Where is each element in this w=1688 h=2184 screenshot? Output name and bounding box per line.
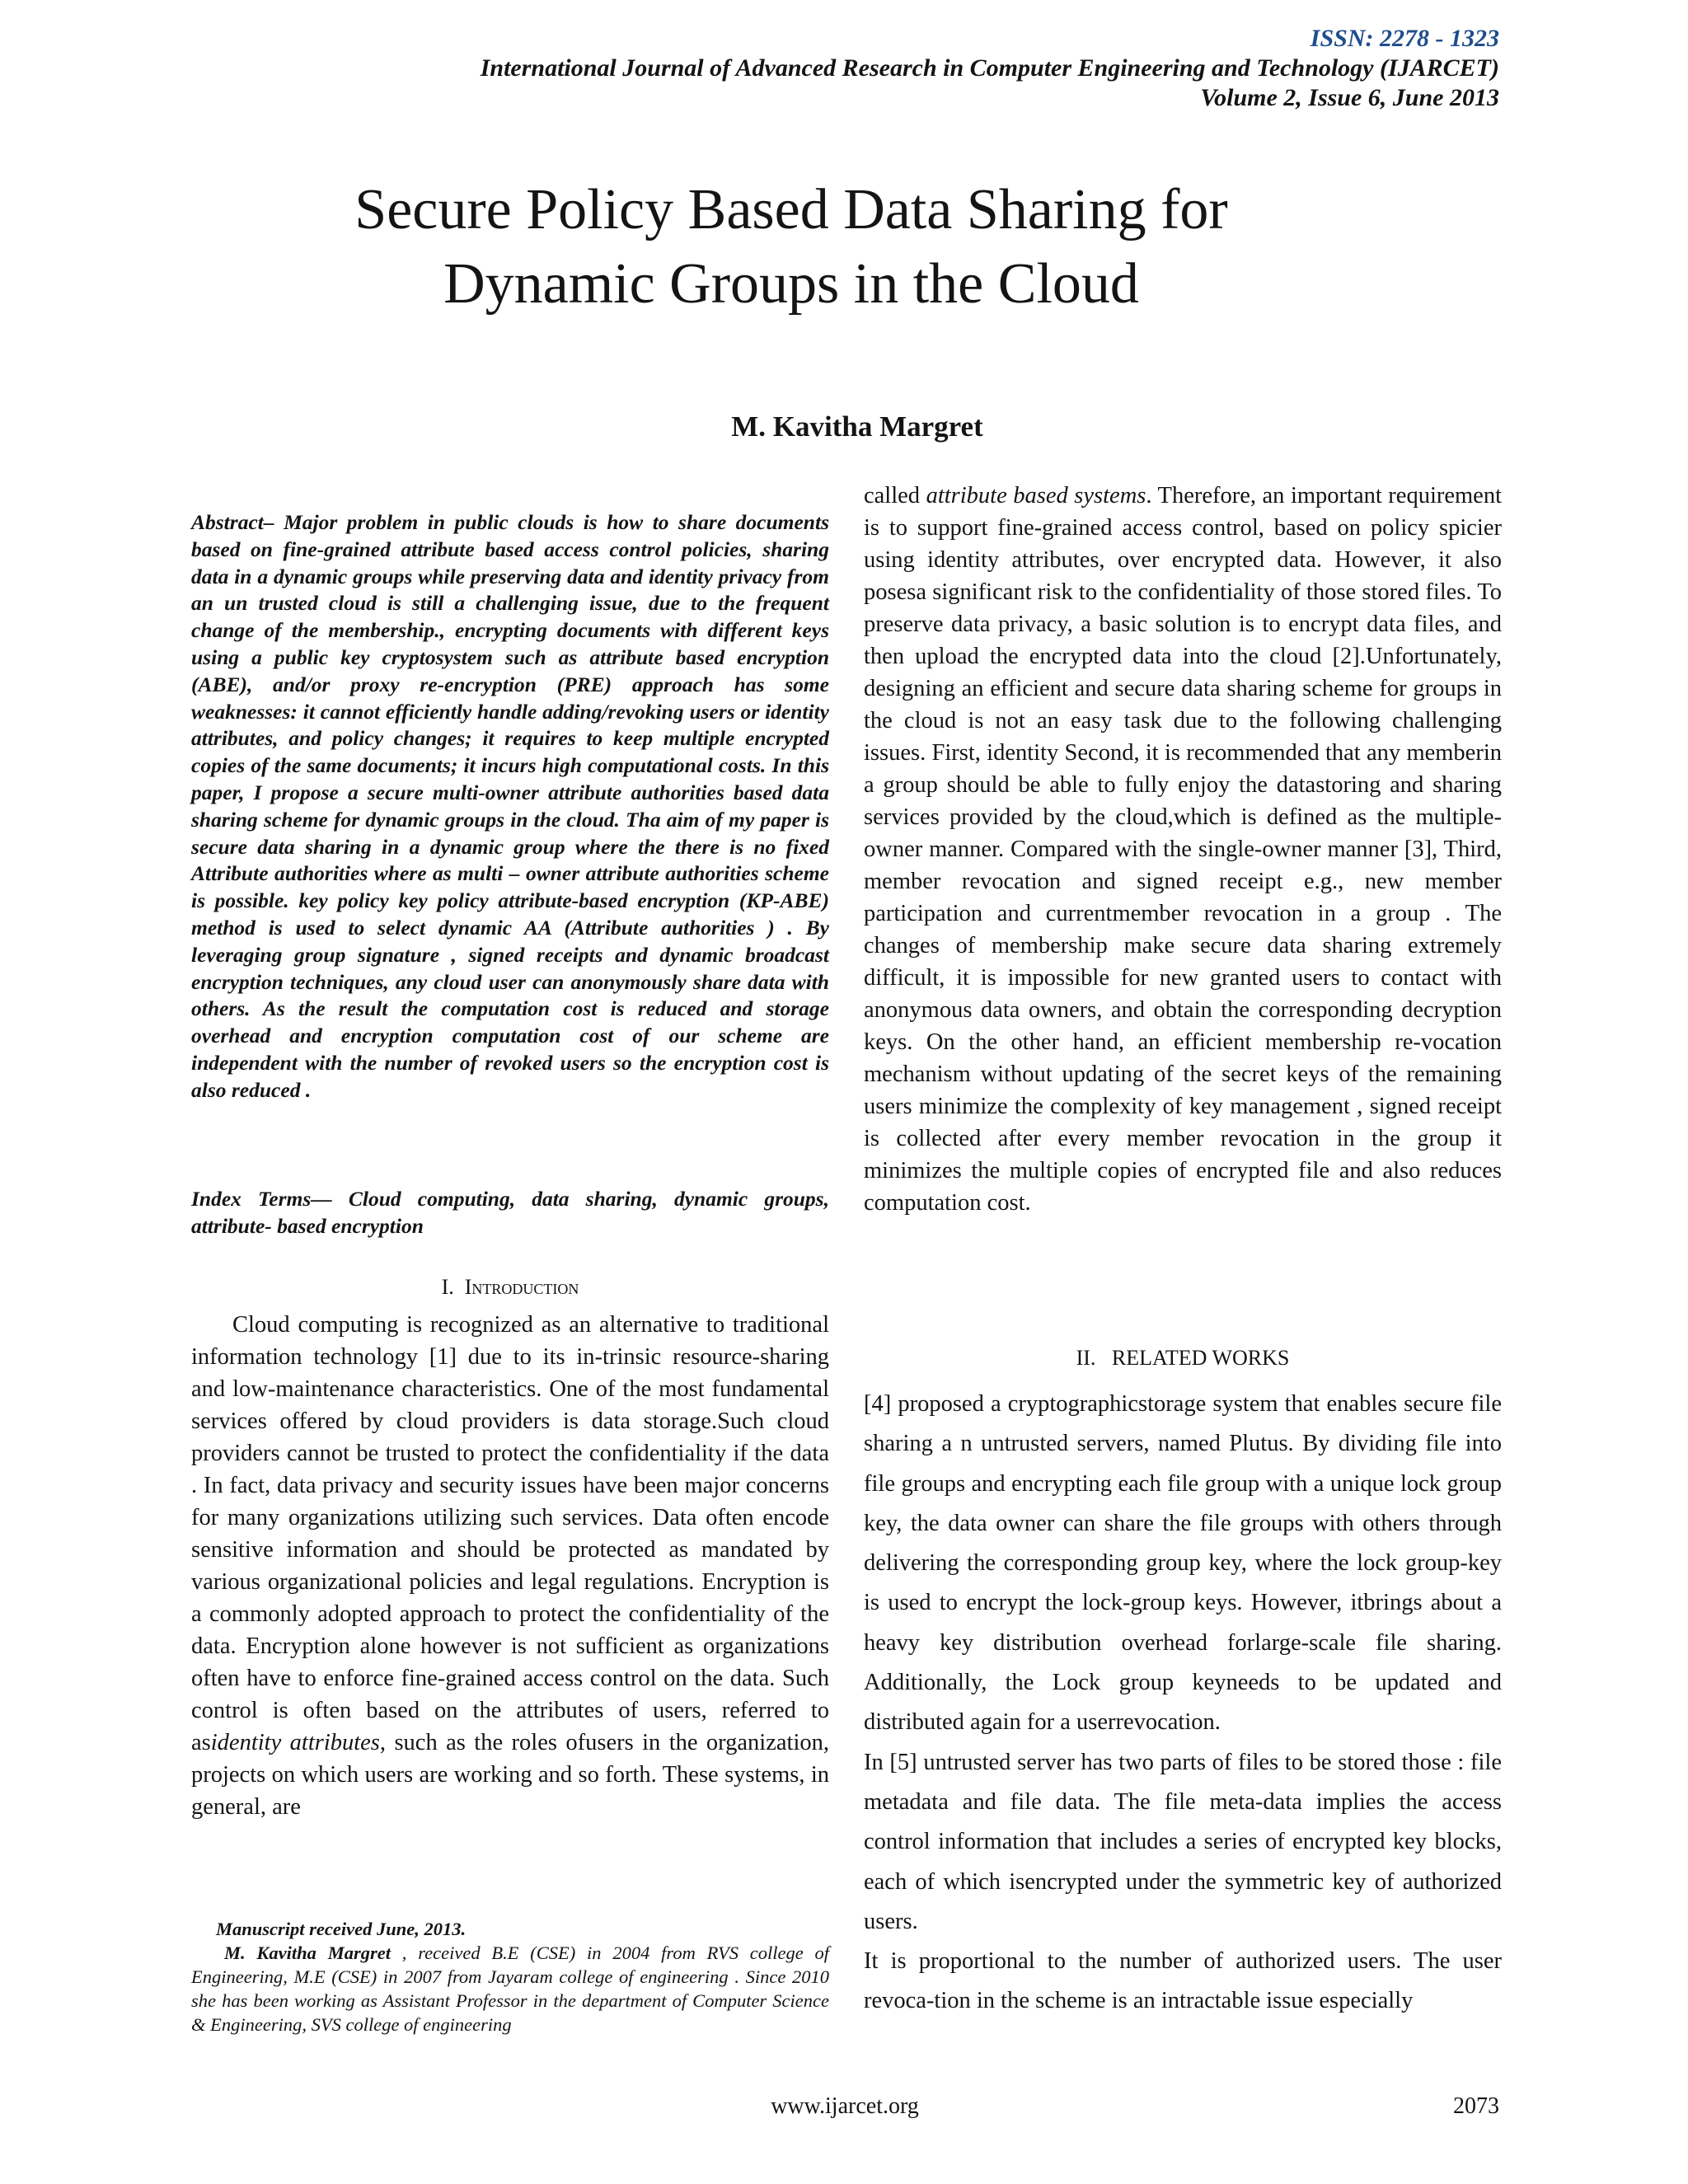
index-terms: Index Terms— Cloud computing, data sharing, dynamic groups, attribute- based encryption [191,1187,829,1238]
paper-title-line-2: Dynamic Groups in the Cloud [443,252,1139,316]
related-works-paragraph-1: [4] proposed a cryptographicstorage system that enables secure file sharing a n untrusted servers, named Plutus. By dividing file into file groups and encrypting each file group with a unique lock group key, the data owner can share the file groups with others through delivering the corresponding group key, where the lock group-key is used to encrypt the lock-group keys. However, itbrings about a heavy key distribution overhead forlarge-scale file sharing. Additionally, the Lock group keyneeds to be updated and distributed again for a userrevocation. [864,1391,1502,1736]
introduction-text [191,1309,829,1823]
issn-header: ISSN: 2278 - 1323 [1310,25,1499,52]
section-heading-introduction [191,1271,829,1303]
right-lead: called [864,483,926,509]
paper-title-line-1: Secure Policy Based Data Sharing for [354,178,1228,241]
related-works-paragraph-2: In [5] untrusted server has two parts of files to be stored those : file metadata and file data. The file meta-data implies the access control information that includes a series of encrypted key blocks, each of which isencrypted under the symmetric key of authorized users. [864,1749,1502,1934]
introduction-paragraph [191,1309,829,1823]
related-works-paragraph-3: It is proportional to the number of authorized users. The user revoca-tion in the scheme is an intractable issue especially [864,1948,1502,2014]
section-title: RELATED WORKS [1111,1346,1290,1370]
journal-name-header: International Journal of Advanced Research in Computer Engineering and Technology (IJARCET) [480,54,1499,82]
section-number: I. [441,1275,454,1299]
author-bio-text: , received B.E (CSE) in 2004 from RVS college of Engineering, M.E (CSE) in 2007 from Jayaram college of engineering . Since 2010 she has been working as Assistant Professor in the department of Computer Science & Engineering, SVS college of engineering [191,1943,830,2035]
right-body: . Therefore, an important requirement is to support fine-grained access control, based on policy spicier using identity attributes, over encrypted data. However, it also posesa significant risk to the confidentiality of those stored files. To preserve data privacy, a basic solution is to encrypt data files, and then upload the encrypted data into the cloud [2].Unfortunately, designing an efficient and secure data sharing scheme for groups in the cloud is not an easy task due to the following challenging issues. First, identity Second, it is recommended that any memberin a group should be able to fully enjoy the datastoring and sharing services provided by the cloud,which is defined as the multiple-owner manner. Compared with the single-owner manner [3], Third, member revocation and signed receipt e.g., new member participation and currentmember revocation in a group . The changes of membership make secure data sharing extremely difficult, it is impossible for new granted users to contact with anonymous data owners, and obtain the corresponding decryption keys. On the other hand, an efficient membership re-vocation mechanism without updating of the secret keys of the remaining users minimize the complexity of key management , signed receipt is collected after every member revocation in the group it minimizes the multiple copies of encrypted file and also reduces computation cost. [864,483,1502,1216]
abstract: Abstract– Major problem in public clouds is how to share documents based on fine-grained attribute based access control policies, sharing data in a dynamic groups while preserving data and identity privacy from an un trusted cloud is still a challenging issue, due to the frequent change of the membership., encrypting documents with different keys using a public key cryptosystem such as attribute based encryption (ABE), and/or proxy re-encryption (PRE) approach has some weaknesses: it cannot efficiently handle adding/revoking users or identity attributes, and policy changes; it requires to keep multiple encrypted copies of the same documents; it incurs high computational costs. In this paper, I propose a secure multi-owner attribute authorities based data sharing scheme for dynamic groups in the cloud. Tha aim of my paper is secure data sharing in a dynamic group where the there is no fixed Attribute authorities where as multi – owner attribute authorities scheme is possible. key policy key policy attribute-based encryption (KP-ABE) method is used to select dynamic AA (Attribute authorities ) . By leveraging group signature , signed receipts and dynamic broadcast encryption techniques, any cloud user can anonymously share data with others. As the result the computation cost is reduced and storage overhead and encryption computation cost of our scheme are independent with the number of revoked users so the encryption cost is also reduced . [191,510,829,1102]
section-heading-related-works [864,1342,1502,1374]
author-bio [191,1941,829,2036]
intro-text-part-1: Cloud computing is recognized as an alternative to traditional information technology [1] due to its in-trinsic resource-sharing and low-maintenance characteristics. One of the most fundamental services offered by cloud providers is data storage.Such cloud providers cannot be trusted to protect the confidentiality if the data . In fact, data privacy and security issues have been major concerns for many organizations utilizing such services. Data often encode sensitive information and should be protected as mandated by various organizational policies and legal regulations. Encryption is a commonly adopted approach to protect the confidentiality of the data. Encryption alone however is not sufficient as organizations often have to enforce fine-grained access control on the data. Such control is often based on the attributes of users, referred to as [191,1312,829,1755]
section-number: II. [1076,1346,1096,1370]
intro-text-part-2: , such as the roles ofusers in the organization, projects on which users are working and so forth. These systems, in general, are [191,1730,829,1820]
intro-emphasis: identity attributes [210,1730,380,1755]
page-number: 2073 [1453,2093,1499,2119]
footnote [191,1917,829,2036]
section-title: Introduction [464,1275,579,1299]
volume-issue-header: Volume 2, Issue 6, June 2013 [1200,84,1499,111]
author-bio-name: M. Kavitha Margret [224,1943,391,1963]
right-lead-emphasis: attribute based systems [926,483,1146,509]
manuscript-received: Manuscript received June, 2013. [216,1919,467,1939]
right-column-text [864,480,1502,1219]
author-name: M. Kavitha Margret [731,410,983,443]
paper-title [190,173,1393,321]
footer-url[interactable]: www.ijarcet.org [771,2093,919,2119]
related-works-text [864,1385,1502,2022]
